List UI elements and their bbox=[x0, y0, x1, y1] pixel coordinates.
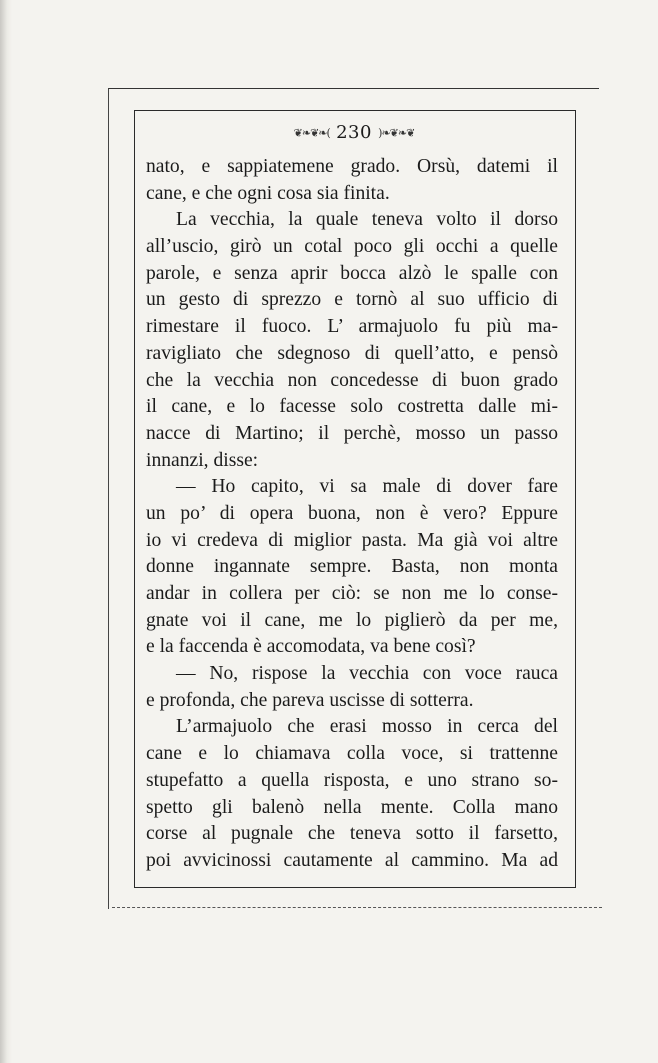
text-line: poi avvicinossi cautamente al cammino. Ma ad bbox=[146, 849, 558, 871]
text-line: donne ingannate sempre. Basta, non monta bbox=[146, 556, 558, 578]
text-line: gnate voi il cane, me lo piglierò da per me, bbox=[146, 609, 558, 631]
text-line: — No, rispose la vecchia con voce rauca bbox=[176, 663, 558, 685]
text-line: un po’ di opera buona, non è vero? Eppure bbox=[146, 502, 558, 524]
text-line: cane e lo chiamava colla voce, si trattenne bbox=[146, 743, 558, 765]
text-line: il cane, e lo facesse solo costretta dalle mi- bbox=[146, 396, 558, 418]
text-line: L’armajuolo che erasi mosso in cerca del bbox=[176, 716, 558, 738]
text-line: che la vecchia non concedesse di buon grado bbox=[146, 369, 558, 391]
page-header bbox=[134, 122, 574, 143]
text-line: rimestare il fuoco. L’ armajuolo fu più ma- bbox=[146, 316, 558, 338]
text-line: spetto gli balenò nella mente. Colla mano bbox=[146, 796, 558, 818]
text-line: andar in collera per ciò: se non me lo conse- bbox=[146, 583, 558, 604]
text-line: un gesto di sprezzo e tornò al suo ufficio di bbox=[146, 289, 558, 311]
bottom-dashed-rule bbox=[112, 907, 602, 908]
text-line: e la faccenda è accomodata, va bene così? bbox=[146, 636, 476, 658]
text-line: all’uscio, girò un cotal poco gli occhi a quelle bbox=[146, 236, 558, 258]
text-line: parole, e senza aprir bocca alzò le spalle con bbox=[146, 262, 558, 284]
page-edge-shadow bbox=[0, 0, 12, 1063]
text-line: La vecchia, la quale teneva volto il dorso bbox=[176, 209, 558, 231]
text-line: nacce di Martino; il perchè, mosso un passo bbox=[146, 422, 558, 444]
ornament-right-icon: )❧❦❧❦ bbox=[378, 126, 415, 140]
page-number: 230 bbox=[336, 122, 372, 143]
text-line: cane, e che ogni cosa sia finita. bbox=[146, 182, 390, 204]
text-line: nato, e sappiatemene grado. Orsù, datemi il bbox=[146, 156, 558, 177]
text-line: — Ho capito, vi sa male di dover fare bbox=[176, 476, 558, 498]
text-line: stupefatto a quella risposta, e uno strano so- bbox=[146, 769, 558, 791]
text-line: innanzi, disse: bbox=[146, 449, 259, 471]
text-line: ravigliato che sdegnoso di quell’atto, e pensò bbox=[146, 342, 558, 364]
body-text bbox=[146, 154, 558, 875]
text-line: corse al pugnale che teneva sotto il farsetto, bbox=[146, 823, 558, 845]
ornament-left-icon: ❦❧❦❧( bbox=[293, 126, 330, 140]
text-line: e profonda, che pareva uscisse di sotterra. bbox=[146, 689, 474, 711]
text-line: io vi credeva di miglior pasta. Ma già voi altre bbox=[146, 529, 558, 551]
